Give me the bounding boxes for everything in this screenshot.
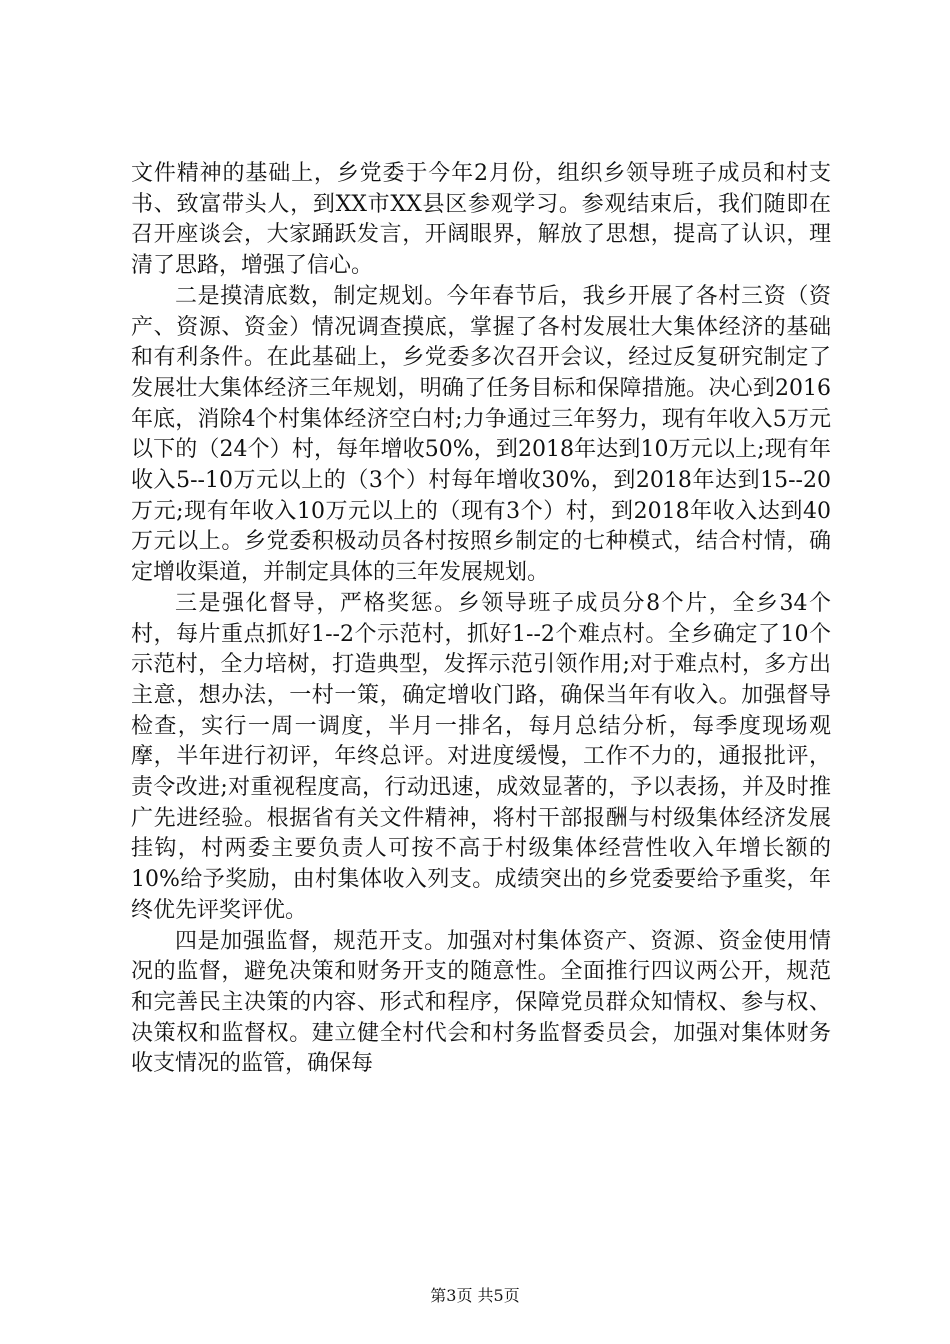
paragraph-1: 文件精神的基础上，乡党委于今年2月份，组织乡领导班子成员和村支书、致富带头人，到XX市XX县区参观学习。参观结束后，我们随即在召开座谈会，大家踊跃发言，开阔眼界，解放了思想，提高了认识，理清了思路，增强了信心。 bbox=[131, 161, 831, 279]
paragraph-4: 四是加强监督，规范开支。加强对村集体资产、资源、资金使用情况的监督，避免决策和财务开支的随意性。全面推行四议两公开，规范和完善民主决策的内容、形式和程序，保障党员群众知情权、参与权、决策权和监督权。建立健全村代会和村务监督委员会，加强对集体财务收支情况的监管，确保每 bbox=[131, 928, 831, 1077]
page-number-label: 第3页 共5页 bbox=[430, 1286, 520, 1305]
paragraph-2: 二是摸清底数，制定规划。今年春节后，我乡开展了各村三资（资产、资源、资金）情况调查摸底，掌握了各村发展壮大集体经济的基础和有利条件。在此基础上，乡党委多次召开会议，经过反复研究制定了发展壮大集体经济三年规划，明确了任务目标和保障措施。决心到2016年底，消除4个村集体经济空白村;力争通过三年努力，现有年收入5万元以下的（24个）村，每年增收50%，到2018年达到10万元以上;现有年收入5--10万元以上的（3个）村每年增收30%，到2018年达到15--20万元;现有年收入10万元以上的（现有3个）村，到2018年收入达到40万元以上。乡党委积极动员各村按照乡制定的七种模式，结合村情，确定增收渠道，并制定具体的三年发展规划。 bbox=[131, 283, 831, 586]
page-footer bbox=[0, 1283, 950, 1306]
paragraph-3: 三是强化督导，严格奖惩。乡领导班子成员分8个片，全乡34个村，每片重点抓好1--2个示范村，抓好1--2个难点村。全乡确定了10个示范村，全力培树，打造典型，发挥示范引领作用;对于难点村，多方出主意，想办法，一村一策，确定增收门路，确保当年有收入。加强督导检查，实行一周一调度，半月一排名，每月总结分析，每季度现场观摩，半年进行初评，年终总评。对进度缓慢，工作不力的，通报批评，责令改进;对重视程度高，行动迅速，成效显著的，予以表扬，并及时推广先进经验。根据省有关文件精神，将村干部报酬与村级集体经济发展挂钩，村两委主要负责人可按不高于村级集体经营性收入年增长额的10%给予奖励，由村集体收入列支。成绩突出的乡党委要给予重奖，年终优先评奖评优。 bbox=[131, 590, 831, 923]
document-body bbox=[131, 159, 831, 1080]
